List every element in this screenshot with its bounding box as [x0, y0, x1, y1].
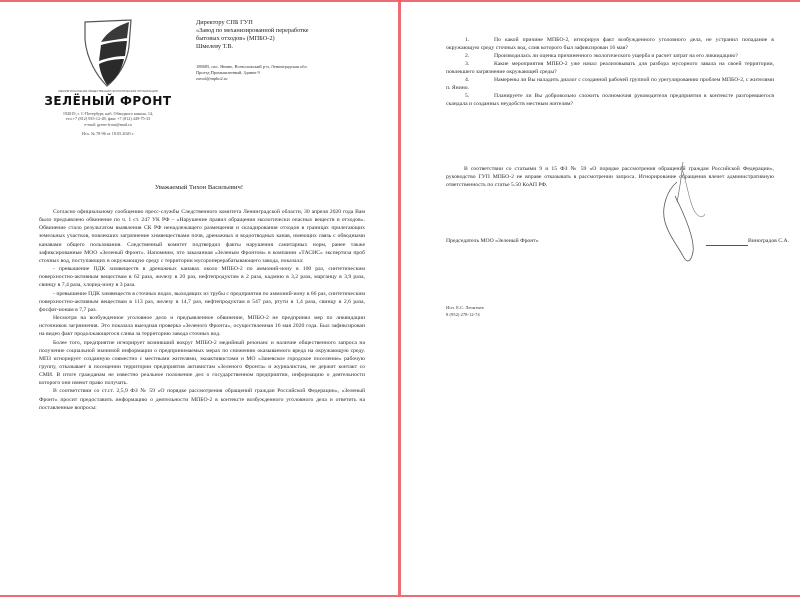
question-item	[446, 93, 774, 109]
question-text: Намерены ли Вы наладить диалог с созданной рабочей группой по урегулированию проблем МПБО-2, с жителями п. Янино.	[446, 76, 774, 91]
letterhead	[38, 16, 178, 136]
question-text: Производилась ли оценка причиненного экологического ущерба и расчет затрат на его ликвидацию?	[494, 52, 738, 59]
letter-page-2	[401, 2, 800, 595]
org-email: e-mail: green-front@mail.ru	[84, 121, 132, 127]
addressee-line: Директору СПБ ГУП	[196, 19, 253, 26]
org-name: ЗЕЛЁНЫЙ ФРОНТ	[44, 94, 172, 108]
letter-body	[39, 208, 365, 412]
question-number: 4.	[465, 76, 470, 83]
body-paragraph: Несмотря на возбужденное уголовное дело и предъявленное обвинение, МПБО-2 не предпринял мер по ликвидации источников загрязнения. Это показала выездная проверка «Зеленого Фронта», осуществленная 16 мая 2020 года. Был зафиксирован на видео факт продолжающегося слива за территорию завода сточных вод.	[39, 315, 365, 338]
question-text: По какой причине МПБО-2, игнорируя факт возбужденного уголовного дела, не устранил попадание в окружающую среду сточных вод, слив которого был зафиксирован 16 мая?	[446, 37, 774, 51]
addressee-line: бытовых отходов» (МПБО-2)	[196, 34, 275, 42]
body-paragraph: В соответствии со ст.ст. 2,5,9 ФЗ № 59 «О порядке рассмотрения обращений граждан Российской Федерации», «Зеленый Фронт» просит предоставить информацию о деятельности МПБО-2 в контексте возбужденного уголовного дела и ответить на поставленные вопросы:	[39, 388, 365, 411]
addressee-line: «Завод по механизированной переработке	[196, 26, 309, 34]
question-text: Планируете ли Вы добровольно сложить полномочия руководителя предприятия в контексте разгоревшегося скандала и созданных неудобств местным жителям?	[446, 92, 774, 107]
body-paragraph: Согласно официальному сообщению пресс-службы Следственного комитета Ленинградской области, 30 апреля 2020 года Вам было предъявлено обвинение по ч. 1 ст. 247 УК РФ – «Нарушение правил обращения экологически опасных веществ и отходов». Обвинение стало результатом выявления СК РФ ненадлежащего размещения и складирования отходов в границах прилегающих земельных участков, повлекших загрязнение химвеществами почв, дренажных и водоотводных канав, имеющих связь с обводными канавами общего пользования. Следственный комитет подтвердил факты нарушения санитарных норм, ранее также зафиксированные МОО «Зеленый Фронт». Напомним, что заказанная «Зеленым Фронтом» в компании «ТАСИС» экспертиза проб сточных вод, поступающих в окружающую среду с территории мусороперерабатывающего завода, показала:	[39, 209, 365, 264]
executor-phone: 8 (952) 278-12-74	[446, 311, 480, 317]
question-number: 2.	[465, 52, 470, 59]
executor-info	[446, 305, 484, 318]
recipient-address	[196, 64, 396, 83]
signatory-name: Виноградов С.А.	[748, 238, 790, 244]
handwritten-signature-icon	[653, 152, 733, 312]
addressee-block	[196, 19, 396, 51]
questions-list	[446, 37, 774, 109]
body-bullet: - превышение ПДК химвеществ в дренажных канавах около МПБО-2 по аммоний-иону в 100 раз, синтетическим поверхностно-активным веществам в 62 раза, железу в 20 раз, нефтепродуктам в 2 раза, кадмию в 3,2 раза, марганцу в 3,9 раза, свинцу в 7,4 раза, хлорид-иону в 3 раза.	[39, 266, 365, 289]
question-text: Какие мероприятия МПБО-2 уже начал реализовывать для разбора мусорного завала на своей территории, повлекшего загрязнение окружающей среды?	[446, 60, 774, 75]
question-item	[446, 53, 774, 61]
letter-page-1	[0, 2, 398, 595]
outgoing-number: Исх. № 78-96 от 18.05.2020 г.	[82, 131, 134, 137]
recipient-address-line: 188685, пос. Янино, Всеволожский р-н, Ленинградская обл.	[196, 64, 308, 69]
question-item	[446, 61, 774, 77]
legal-notice: В соответствии со статьями 9 и 15 ФЗ № 59 «О порядке рассмотрения обращений граждан Российской Федерации», руководство ГУП МПБО-2 не вправе отказывать в рассмотрении запроса. Игнорирование обращения влечет административную ответственность по статье 5.50 КоАП РФ.	[446, 166, 774, 188]
org-phone: тел.+7 (812) 935-12-48, факс +7 (812) 449-75-33	[65, 116, 151, 122]
signatory-title: Председатель МОО «Зеленый Фронт»	[446, 238, 539, 244]
org-address: 192019, г. С-Петербург, наб. Обводного канала, 14,	[62, 111, 154, 116]
page-frame-bottom-border	[0, 595, 800, 597]
question-number: 1.	[465, 37, 470, 43]
shield-stripes-logo-icon	[77, 16, 139, 88]
org-contacts	[38, 111, 178, 127]
question-number: 3.	[465, 60, 470, 67]
addressee-line: Шмелеву Т.В.	[196, 42, 234, 50]
body-bullet: - превышение ПДК химвеществ в сточных водах, выходящих из трубы с предприятия по аммоний-иону в 66 раз, синтетическим поверхностно-активным веществам в 113 раз, железу в 14,7 раз, нефтепродуктам в 547 раз, ртути в 1,4 раза, свинцу в 2,6 раза, фосфат-ионам в 7,7 раз.	[39, 290, 365, 313]
body-paragraph: Более того, предприятие игнорирует возникший вокруг МПБО-2 медийный резонанс и наличие общественного запроса на получение социальной значимой информации о предпринимаемых мерах по снижению оказываемого вреда на окружающую среду. МПЗ игнорирует созданную совместно с местными жителями, экоактивистами и МО «Заневское городское поселение» рабочую группу, отказывает в посещении территории предприятия активистам «Зеленого Фронта» и журналистам, не держит контакт со СМИ. В итоге гражданам не известно реальное положение дел о государственном предприятии, информацию о деятельности которого они имеют право получать.	[39, 339, 365, 387]
salutation: Уважаемый Тихон Васильевич!	[154, 184, 244, 191]
question-number: 5.	[465, 92, 470, 99]
recipient-address-line: Проезд Промышленный, Здание 9	[196, 70, 260, 76]
question-item	[446, 77, 774, 93]
org-subtitle: МЕЖРЕГИОНАЛЬНАЯ ОБЩЕСТВЕННАЯ ЭКОЛОГИЧЕСКАЯ ОРГАНИЗАЦИЯ	[58, 90, 158, 93]
recipient-email: zavod@mpbo2.ru	[196, 76, 228, 82]
executor-name: Исп. Е.С. Леонтьев	[446, 305, 484, 310]
question-item	[446, 37, 774, 53]
